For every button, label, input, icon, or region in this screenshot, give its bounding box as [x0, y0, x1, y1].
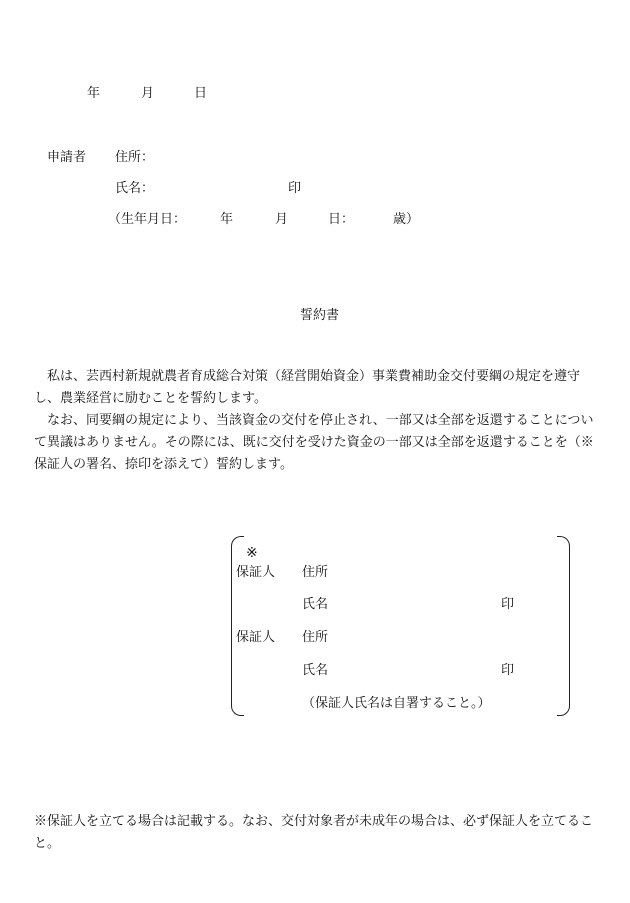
- guarantor-bracket-left: [231, 536, 244, 716]
- footnote: ※保証人を立てる場合は記載する。なお、交付対象者が未成年の場合は、必ず保証人を立てること。: [34, 814, 594, 851]
- birthdate-year: 年: [220, 212, 234, 227]
- guarantor-2-label: 保証人: [236, 630, 276, 645]
- birthdate-month: 月: [275, 212, 289, 227]
- pledge-paragraph-2: なお、同要綱の規定により、当該資金の交付を停止され、一部又は全部を返還することについて異議はありません。その際には、既に交付を受けた資金の一部又は全部を返還することを（※保証人の署名、捺印を添えて）誓約します。: [34, 413, 594, 472]
- birthdate-open: （生年月日：: [108, 212, 187, 227]
- guarantor-1-label: 保証人: [236, 565, 276, 580]
- guarantor-1-seal: 印: [501, 597, 515, 612]
- date-month-label: 月: [141, 86, 155, 101]
- guarantor-signature-note: （保証人氏名は自署すること。）: [302, 696, 491, 711]
- guarantor-1-name-label: 氏名: [302, 597, 329, 612]
- pledge-paragraph-1: 私は、芸西村新規就農者育成総合対策（経営開始資金）事業費補助金交付要綱の規定を遵守し、農業経営に励むことを誓約します。: [34, 369, 581, 406]
- applicant-label: 申請者: [47, 150, 87, 165]
- guarantor-2-address-label: 住所: [302, 630, 329, 645]
- guarantor-1-address-label: 住所: [302, 565, 329, 580]
- applicant-name-label: 氏名：: [115, 181, 155, 196]
- guarantor-mark: ※: [246, 545, 258, 561]
- document-title: 誓約書: [300, 308, 340, 323]
- applicant-address-label: 住所：: [115, 150, 155, 165]
- guarantor-2-name-label: 氏名: [302, 663, 329, 678]
- age-close: 歳）: [393, 212, 420, 227]
- date-day-label: 日: [194, 86, 208, 101]
- birthdate-day: 日：: [328, 212, 355, 227]
- guarantor-bracket-right: [557, 536, 570, 716]
- guarantor-2-seal: 印: [501, 663, 515, 678]
- date-year-label: 年: [87, 86, 101, 101]
- applicant-seal: 印: [288, 181, 302, 196]
